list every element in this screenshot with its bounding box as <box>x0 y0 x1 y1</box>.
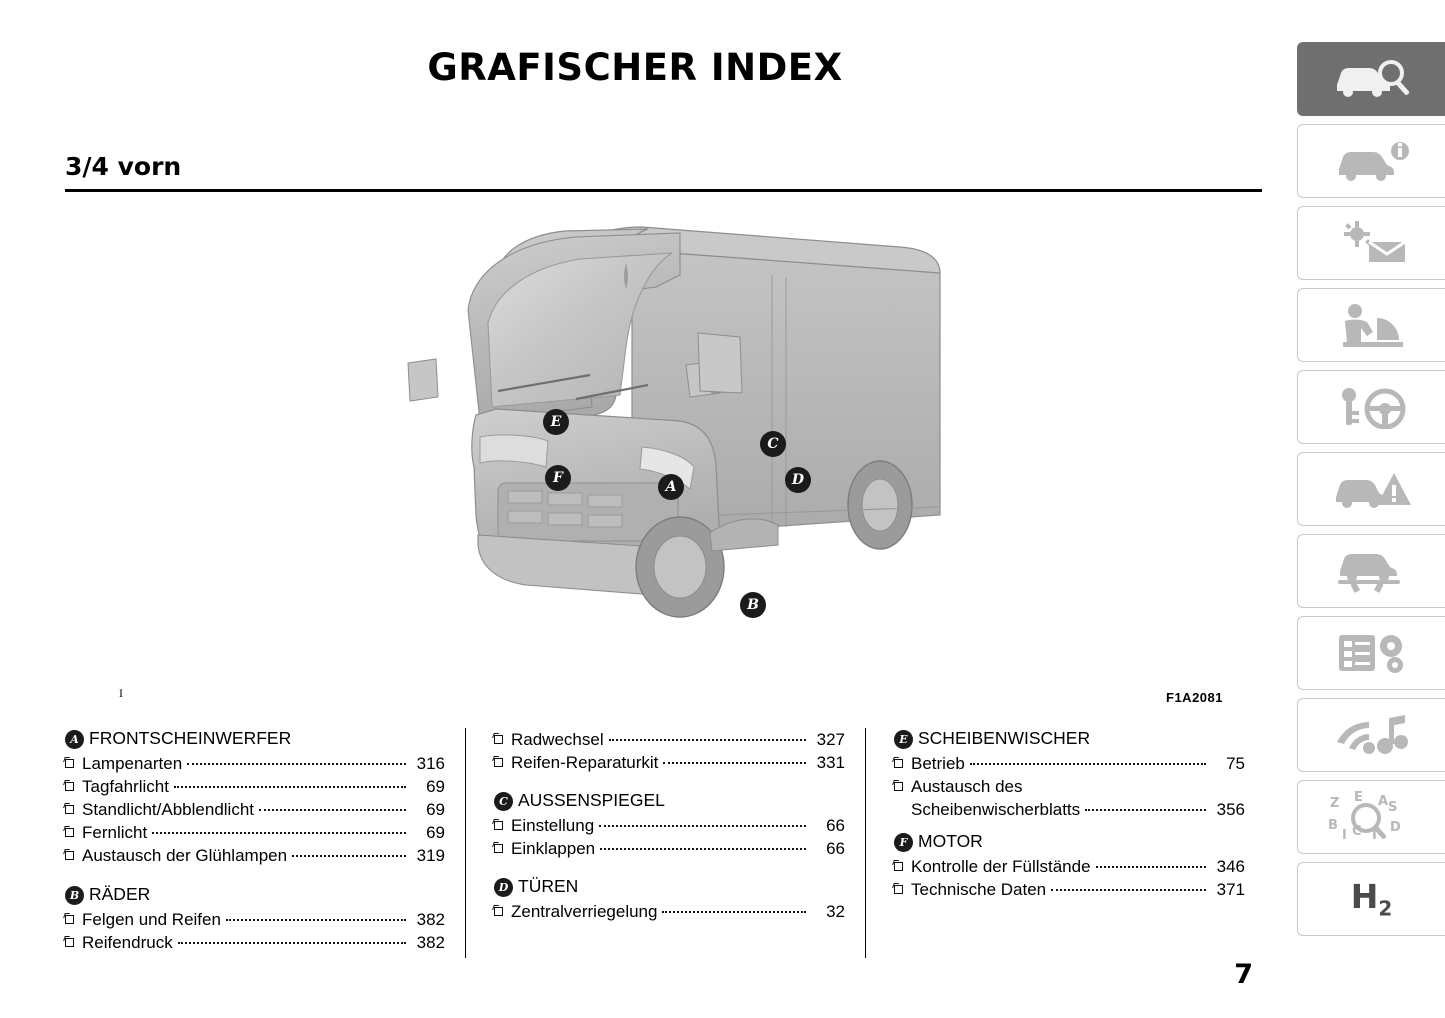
van-drawing <box>380 215 1080 675</box>
entry-page: 69 <box>426 777 445 797</box>
section-heading <box>65 152 1262 192</box>
entry-text: Zentralverriegelung <box>511 902 658 922</box>
page-title: GRAFISCHER INDEX <box>427 46 843 89</box>
svg-text:B: B <box>1327 818 1338 833</box>
index-group-c <box>494 790 845 860</box>
callout-marker-c: C <box>760 431 786 457</box>
specs-gear-icon <box>1333 630 1411 676</box>
leader-dots <box>187 763 406 765</box>
index-entry[interactable] <box>65 844 445 867</box>
leader-dots <box>152 832 406 834</box>
entry-text-continued: Scheibenwischerblatts <box>911 800 1081 820</box>
index-entry[interactable] <box>494 728 845 751</box>
leader-dots <box>178 942 406 944</box>
svg-text:T: T <box>1369 828 1379 843</box>
square-bullet-icon <box>894 885 903 894</box>
callout-marker-f: F <box>545 465 571 491</box>
leader-dots <box>1096 866 1206 868</box>
entry-text: Technische Daten <box>911 880 1047 900</box>
entry-text: Reifendruck <box>82 932 173 952</box>
index-column-2 <box>465 728 865 958</box>
square-bullet-icon <box>65 915 74 924</box>
leader-dots <box>1051 889 1206 891</box>
entry-page: 346 <box>1216 857 1245 877</box>
entry-text: Felgen und Reifen <box>82 909 221 929</box>
index-column-1 <box>65 728 465 958</box>
index-entry[interactable] <box>65 908 445 931</box>
leader-dots <box>1085 809 1206 811</box>
index-group-b-continued <box>494 728 845 774</box>
index-group-a <box>65 728 445 868</box>
entry-page: 371 <box>1216 880 1245 900</box>
entry-page: 66 <box>826 839 845 859</box>
entry-text: Betrieb <box>911 754 965 773</box>
leader-dots <box>663 762 806 764</box>
warning-triangle-icon <box>1332 467 1412 511</box>
callout-marker-d: D <box>785 467 811 493</box>
square-bullet-icon <box>494 821 503 830</box>
tab-emergency[interactable] <box>1297 452 1445 526</box>
section-heading-label: 3/4 vorn <box>65 152 182 181</box>
index-entry[interactable] <box>65 931 445 954</box>
tab-car-info[interactable] <box>1297 124 1445 198</box>
group-marker-d: D <box>494 878 513 897</box>
index-entry[interactable] <box>894 752 1245 775</box>
key-steering-icon <box>1333 385 1411 429</box>
group-marker-f: F <box>894 833 913 852</box>
leader-dots <box>292 855 406 857</box>
index-entry[interactable] <box>494 751 845 774</box>
car-info-icon <box>1333 139 1411 183</box>
index-group-title <box>494 790 845 811</box>
square-bullet-icon <box>65 782 74 791</box>
h2-hydrogen-icon: $H_2$ <box>1350 877 1393 921</box>
index-entry[interactable] <box>894 855 1245 878</box>
entry-page: 356 <box>1216 800 1245 820</box>
index-entry[interactable] <box>65 752 445 775</box>
index-group-title <box>65 728 445 749</box>
tab-hydrogen[interactable] <box>1297 862 1445 936</box>
entry-page: 327 <box>816 730 845 749</box>
entry-page: 75 <box>1226 754 1245 773</box>
multimedia-icon <box>1333 712 1411 758</box>
svg-text:D: D <box>1389 820 1401 835</box>
svg-text:C: C <box>1351 824 1362 839</box>
index-entry[interactable] <box>65 821 445 844</box>
square-bullet-icon <box>65 938 74 947</box>
alphabetical-index-icon <box>1326 791 1418 843</box>
index-group-d <box>494 876 845 923</box>
svg-text:Z: Z <box>1329 796 1339 811</box>
tab-safety-airbag[interactable] <box>1297 288 1445 362</box>
square-bullet-icon <box>65 851 74 860</box>
leader-dots <box>599 825 806 827</box>
square-bullet-icon <box>65 805 74 814</box>
entry-text: Standlicht/Abblendlicht <box>82 800 255 820</box>
entry-text: Fernlicht <box>82 823 148 843</box>
leader-dots <box>662 911 806 913</box>
leader-dots <box>226 919 406 921</box>
group-marker-b: B <box>65 886 84 905</box>
square-bullet-icon <box>494 907 503 916</box>
square-bullet-icon <box>65 759 74 768</box>
square-bullet-icon <box>894 759 903 768</box>
square-bullet-icon <box>494 735 503 744</box>
tab-service[interactable] <box>1297 534 1445 608</box>
entry-text: Einklappen <box>511 839 596 859</box>
group-marker-e: E <box>894 730 913 749</box>
leader-dots <box>970 763 1206 765</box>
entry-page: 69 <box>426 823 445 843</box>
entry-text: Radwechsel <box>511 730 604 749</box>
index-entry[interactable] <box>494 814 845 837</box>
svg-text:I: I <box>1341 828 1347 843</box>
index-entry[interactable] <box>494 900 845 923</box>
svg-text:E: E <box>1353 791 1363 805</box>
entry-page: 319 <box>416 846 445 866</box>
index-entry[interactable] <box>894 878 1245 901</box>
figure-code: F1A2081 <box>1166 690 1223 705</box>
tab-multimedia[interactable] <box>1297 698 1445 772</box>
square-bullet-icon <box>894 782 903 791</box>
index-group-f <box>894 831 1245 901</box>
entry-text: Einstellung <box>511 816 595 836</box>
entry-page: 69 <box>426 800 445 820</box>
entry-page: 382 <box>416 932 445 952</box>
entry-page: 331 <box>816 753 845 773</box>
tab-climate[interactable] <box>1297 206 1445 280</box>
leader-dots <box>609 739 806 741</box>
svg-text:S: S <box>1387 800 1397 815</box>
callout-marker-a: A <box>658 474 684 500</box>
index-entry[interactable] <box>894 775 1245 821</box>
group-title-label: FRONTSCHEINWERFER <box>89 728 292 748</box>
entry-text: Reifen-Reparaturkit <box>511 753 659 773</box>
index-group-b <box>65 884 445 954</box>
index-entry[interactable] <box>65 775 445 798</box>
group-marker-c: C <box>494 792 513 811</box>
index-group-e <box>894 728 1245 821</box>
square-bullet-icon <box>65 828 74 837</box>
entry-text: Kontrolle der Füllstände <box>911 857 1091 877</box>
entry-page: 32 <box>826 902 845 922</box>
climate-icon <box>1333 220 1411 266</box>
tab-alphabetical-index[interactable] <box>1297 780 1445 854</box>
group-marker-a: A <box>65 730 84 749</box>
tab-key-steering[interactable] <box>1297 370 1445 444</box>
margin-tick: I <box>119 686 123 700</box>
index-columns <box>65 728 1265 958</box>
group-title-label: RÄDER <box>89 883 151 904</box>
svg-text:A: A <box>1377 794 1388 809</box>
entry-text: Lampenarten <box>82 754 183 773</box>
vehicle-illustration <box>380 215 1080 675</box>
index-entry[interactable] <box>494 837 845 860</box>
square-bullet-icon <box>494 758 503 767</box>
group-title-label: SCHEIBENWISCHER <box>918 728 1091 748</box>
tab-graphic-index[interactable] <box>1297 42 1445 116</box>
entry-text: Austausch der Glühlampen <box>82 846 288 866</box>
group-title-label: AUSSENSPIEGEL <box>518 790 665 811</box>
leader-dots <box>600 848 806 850</box>
callout-marker-b: B <box>740 592 766 618</box>
index-group-title <box>894 728 1245 749</box>
group-title-label: TÜREN <box>518 876 579 897</box>
square-bullet-icon <box>494 844 503 853</box>
index-group-title <box>494 876 845 897</box>
leader-dots <box>259 809 406 811</box>
tab-technical-data[interactable] <box>1297 616 1445 690</box>
chapter-tab-rail <box>1290 0 1445 1018</box>
index-group-title <box>894 831 1245 852</box>
entry-text: Austausch des <box>911 777 1023 797</box>
leader-dots <box>174 786 406 788</box>
callout-marker-e: E <box>543 409 569 435</box>
entry-page: 66 <box>826 816 845 836</box>
page-number: 7 <box>1234 959 1253 990</box>
entry-text: Tagfahrlicht <box>82 777 169 797</box>
airbag-safety-icon <box>1333 302 1411 348</box>
square-bullet-icon <box>894 862 903 871</box>
index-column-3 <box>865 728 1265 958</box>
entry-page: 382 <box>416 909 445 929</box>
group-title-label: MOTOR <box>918 831 983 852</box>
index-group-title <box>65 884 445 905</box>
index-entry[interactable] <box>65 798 445 821</box>
entry-page: 316 <box>416 754 445 773</box>
car-service-icon <box>1332 549 1412 593</box>
car-search-icon <box>1331 57 1413 101</box>
